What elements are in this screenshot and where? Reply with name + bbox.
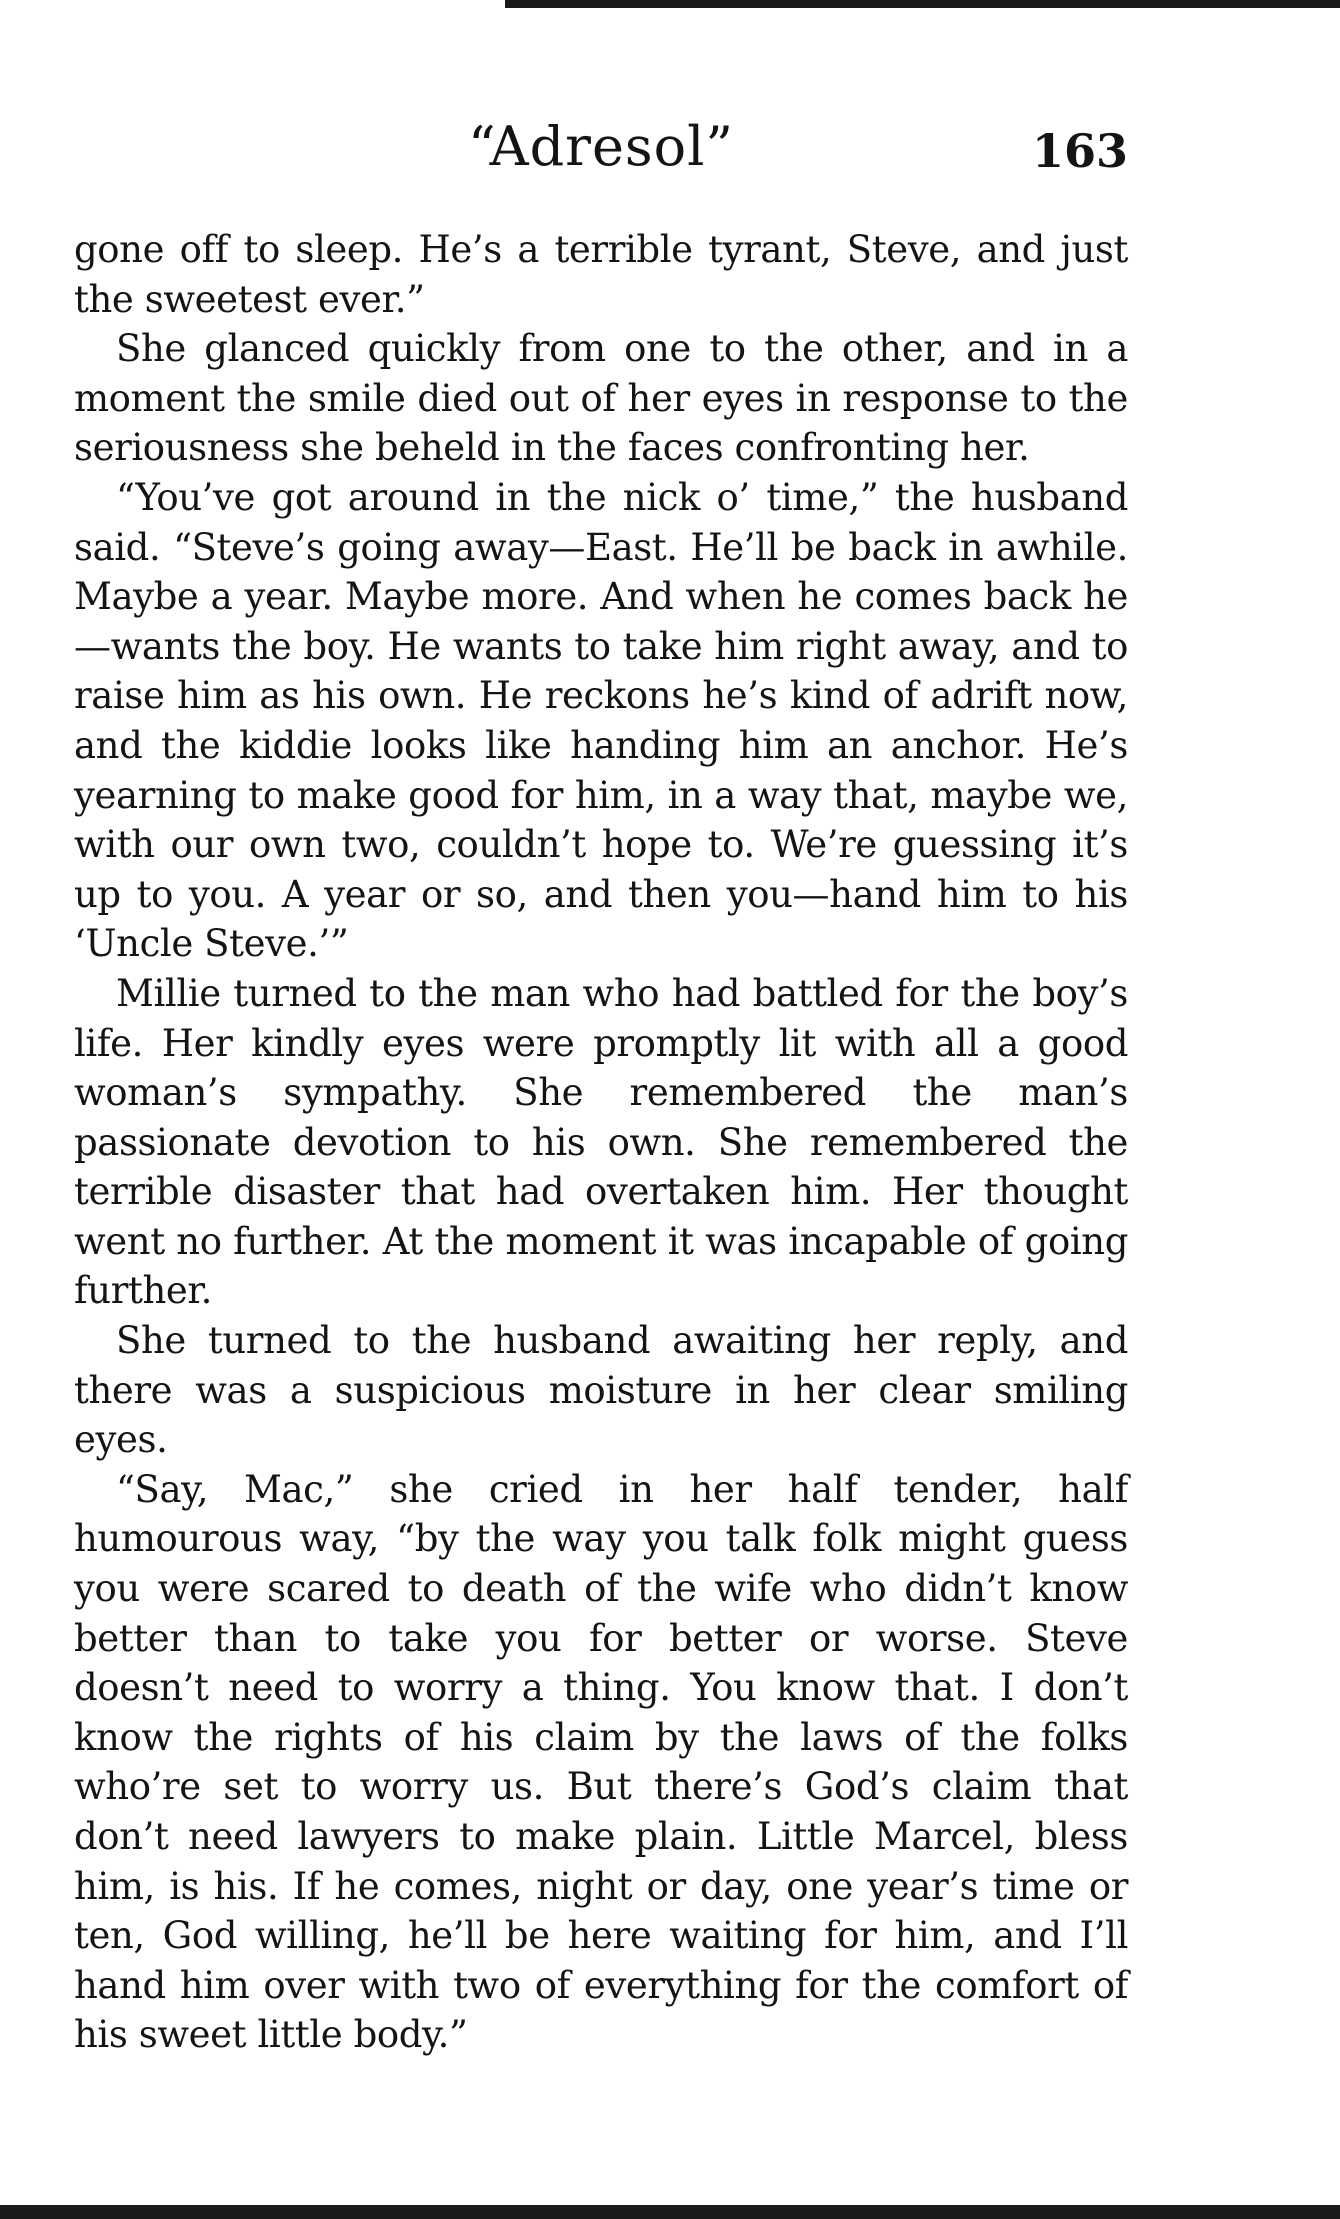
top-edge-rule	[505, 0, 1340, 8]
bottom-edge-rule	[0, 2205, 1340, 2219]
running-head	[74, 112, 1128, 182]
paragraph: “Say, Mac,” she cried in her half tender, half humourous way, “by the way you talk folk might guess you were scared to death of the wife who didn’t know better than to take you for better or worse. Steve doesn’t need to worry a thing. You know that. I don’t know the rights of his claim by the laws of the folks who’re set to worry us. But there’s God’s claim that don’t need lawyers to make plain. Little Marcel, bless him, is his. If he comes, night or day, one year’s time or ten, God willing, he’ll be here waiting for him, and I’ll hand him over with two of everything for the comfort of his sweet little body.”	[74, 1467, 1128, 2057]
paragraph: “You’ve got around in the nick o’ time,” the husband said. “Steve’s going away—East. He’ll be back in awhile. Maybe a year. Maybe more. And when he comes back he—wants the boy. He wants to take him right away, and to raise him as his own. He reckons he’s kind of adrift now, and the kiddie looks like handing him an anchor. He’s yearning to make good for him, in a way that, maybe we, with our own two, couldn’t hope to. We’re guessing it’s up to you. A year or so, and then you—hand him to his ‘Uncle Steve.’”	[74, 475, 1128, 966]
paragraph-continued: gone off to sleep. He’s a terrible tyrant, Steve, and just the sweetest ever.”	[74, 228, 1128, 321]
running-title: “Adresol”	[467, 115, 735, 178]
page-number: 163	[1031, 124, 1128, 178]
paragraph: She glanced quickly from one to the other, and in a moment the smile died out of her eyes in response to the seriousness she beheld in the faces confronting her.	[74, 327, 1128, 470]
paragraph: She turned to the husband awaiting her reply, and there was a suspicious moisture in her clear smiling eyes.	[74, 1319, 1128, 1462]
paragraph: Millie turned to the man who had battled for the boy’s life. Her kindly eyes were promptly lit with all a good woman’s sympathy. She remembered the man’s passionate devotion to his own. She remembered the terrible disaster that had overtaken him. Her thought went no further. At the moment it was incapable of going further.	[74, 971, 1128, 1313]
text-body	[74, 225, 1128, 2060]
